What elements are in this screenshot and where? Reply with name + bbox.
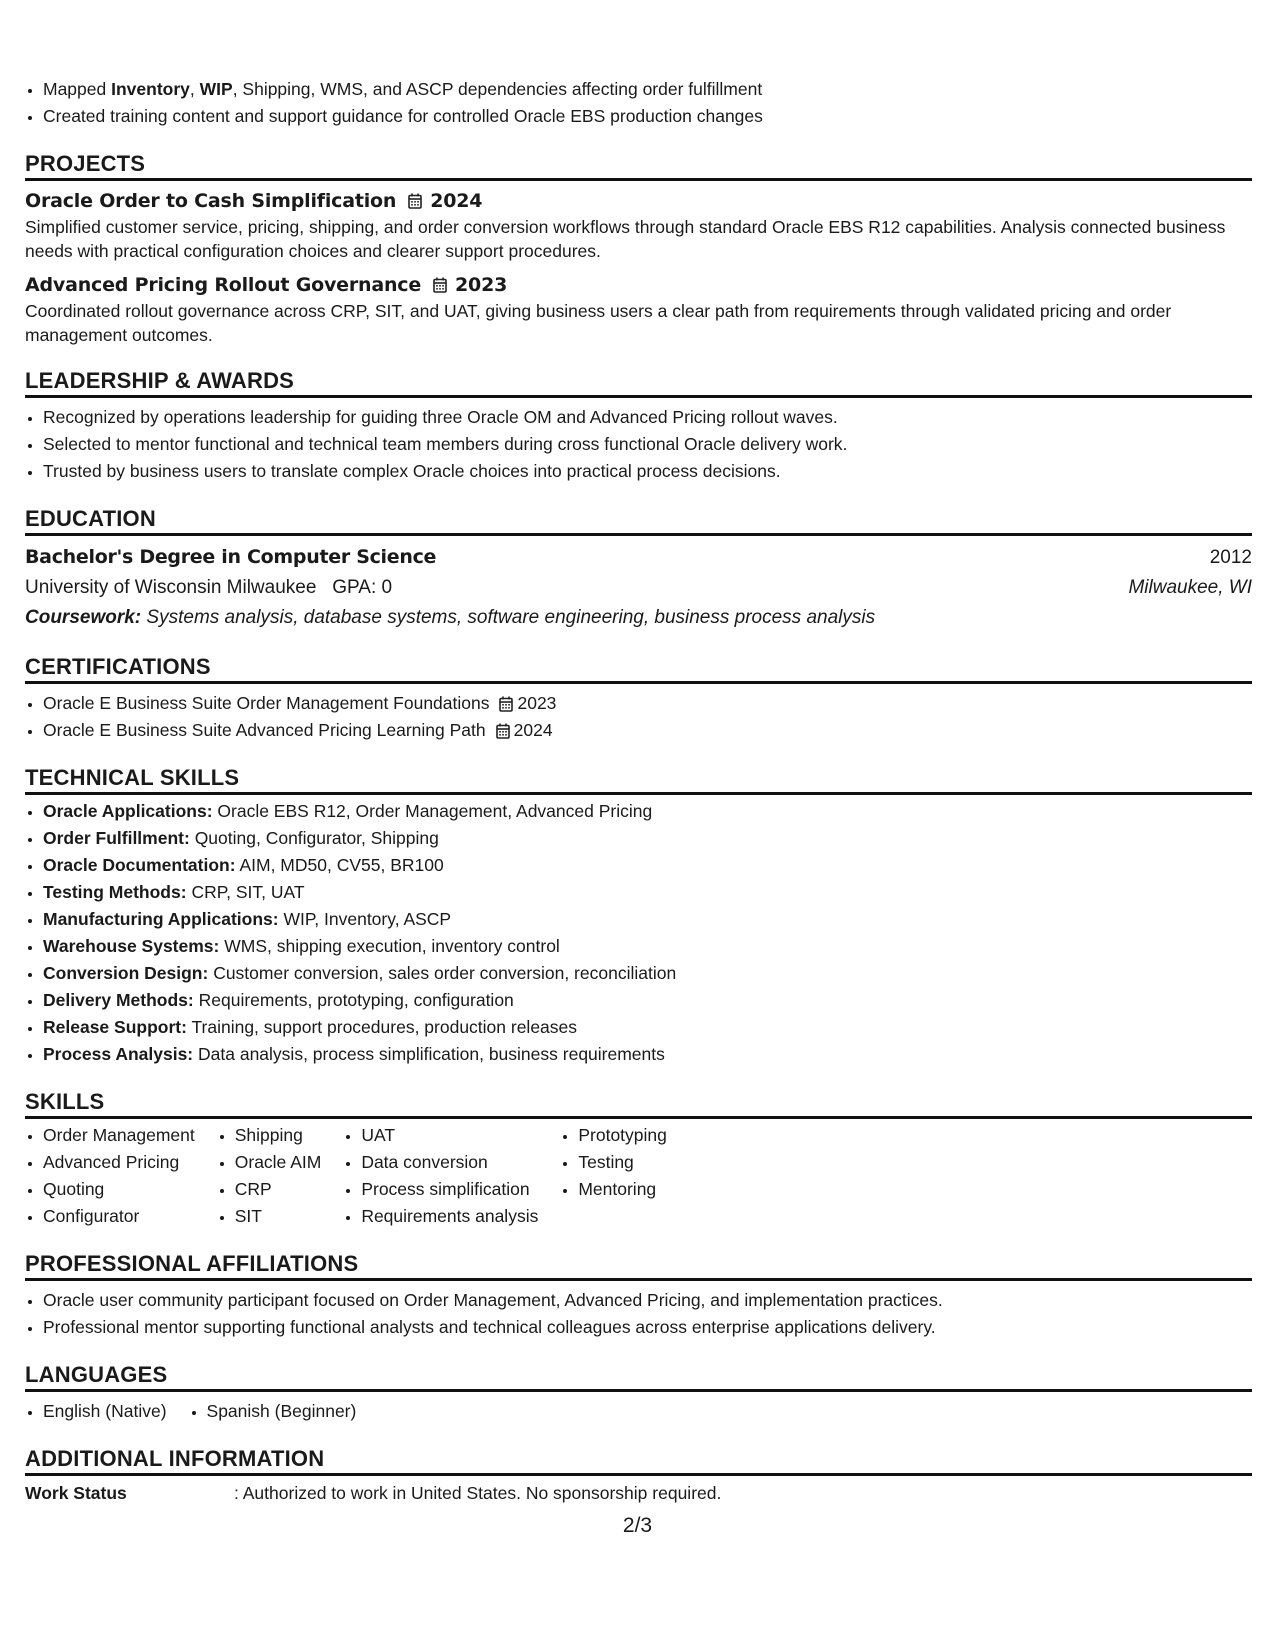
- resume-page: [25, 76, 1252, 1507]
- leadership-item: • Selected to mentor functional and technical team members during cross functional Oracle delivery work.: [43, 431, 1252, 458]
- technical-skill-label: Process Analysis:: [43, 1044, 194, 1064]
- technical-skill-label: Delivery Methods:: [43, 990, 194, 1010]
- technical-skill-value: Training, support procedures, production releases: [191, 1017, 578, 1037]
- certification-year: 2023: [517, 693, 557, 713]
- education-school: University of Wisconsin Milwaukee: [25, 577, 317, 598]
- additional-heading: ADDITIONAL INFORMATION: [25, 1435, 1252, 1476]
- certification-date: [496, 720, 553, 740]
- technical-skill-item: [43, 933, 1252, 960]
- technical-skill-label: Testing Methods:: [43, 882, 187, 902]
- additional-section: [25, 1435, 1252, 1507]
- skill-item: • Quoting: [43, 1176, 195, 1203]
- technical-skill-item: [43, 852, 1252, 879]
- skill-item: • Testing: [578, 1149, 667, 1176]
- experience-bullet: [43, 103, 1252, 130]
- affiliations-list: [25, 1287, 1252, 1341]
- technical-skill-value: Data analysis, process simplification, business requirements: [198, 1044, 665, 1064]
- project-year: 2024: [430, 190, 483, 212]
- affiliation-item: • Oracle user community participant focused on Order Management, Advanced Pricing, and implementation practices.: [43, 1287, 1252, 1314]
- coursework-text: Systems analysis, database systems, software engineering, business process analysis: [146, 607, 876, 628]
- technical-skills-heading: TECHNICAL SKILLS: [25, 754, 1252, 795]
- affiliations-heading: PROFESSIONAL AFFILIATIONS: [25, 1240, 1252, 1281]
- project-name: Oracle Order to Cash Simplification: [25, 190, 397, 212]
- skill-item: • Process simplification: [361, 1176, 538, 1203]
- skills-grid: [25, 1122, 1252, 1230]
- bullet-text: Inventory: [111, 79, 190, 99]
- certification-item: [43, 717, 1252, 744]
- leadership-item: • Trusted by business users to translate complex Oracle choices into practical process decisions.: [43, 458, 1252, 485]
- projects-list: [25, 181, 1252, 347]
- certification-name: Oracle E Business Suite Order Management Foundations: [43, 693, 490, 713]
- technical-skill-value: Requirements, prototyping, configuration: [198, 990, 514, 1010]
- technical-skill-label: Oracle Documentation:: [43, 855, 236, 875]
- project-heading: [25, 187, 1252, 215]
- work-status-value: : Authorized to work in United States. No sponsorship required.: [234, 1483, 722, 1503]
- skills-column: [343, 1122, 538, 1230]
- education-degree: Bachelor's Degree in Computer Science: [25, 546, 437, 568]
- language-item: • Spanish (Beginner): [207, 1398, 357, 1425]
- technical-skill-label: Manufacturing Applications:: [43, 909, 279, 929]
- calendar-icon: [433, 277, 447, 293]
- technical-skill-item: [43, 1041, 1252, 1068]
- education-coursework: [25, 603, 1252, 633]
- technical-skill-label: Release Support:: [43, 1017, 187, 1037]
- technical-skill-item: [43, 906, 1252, 933]
- project-description: Coordinated rollout governance across CRP, SIT, and UAT, giving business users a clear path from requirements through validated pricing and order management outcomes.: [25, 301, 1172, 345]
- languages-heading: LANGUAGES: [25, 1351, 1252, 1392]
- technical-skill-value: WIP, Inventory, ASCP: [283, 909, 452, 929]
- technical-skills-section: [25, 754, 1252, 1068]
- bullet-text: , Shipping, WMS, and ASCP dependencies affecting order fulfillment: [232, 79, 763, 99]
- skill-item: • Mentoring: [578, 1176, 667, 1203]
- technical-skill-item: [43, 1014, 1252, 1041]
- affiliations-section: [25, 1240, 1252, 1341]
- coursework-label: Coursework:: [25, 607, 142, 628]
- project-description: Simplified customer service, pricing, shipping, and order conversion workflows through standard Oracle EBS R12 capabilities. Analysis connected business needs with practical configuration choices and clearer support procedures.: [25, 217, 1226, 261]
- technical-skill-value: WMS, shipping execution, inventory control: [224, 936, 560, 956]
- skills-column: [217, 1122, 322, 1230]
- skill-item: • Data conversion: [361, 1149, 538, 1176]
- skill-item: • SIT: [235, 1203, 322, 1230]
- calendar-icon: [408, 193, 422, 209]
- affiliation-item: • Professional mentor supporting functional analysts and technical colleagues across enterprise applications delivery.: [43, 1314, 1252, 1341]
- skill-item: • Requirements analysis: [361, 1203, 538, 1230]
- bullet-text: Created training content and support guidance for controlled Oracle EBS production changes: [43, 106, 763, 126]
- technical-skill-value: Oracle EBS R12, Order Management, Advanced Pricing: [217, 801, 653, 821]
- skills-column: [560, 1122, 667, 1230]
- language-item: • English (Native): [43, 1398, 167, 1425]
- languages-section: [25, 1351, 1252, 1425]
- education-school-line: [25, 573, 392, 603]
- work-status-label: Work Status: [25, 1483, 127, 1503]
- certification-date: [499, 693, 556, 713]
- education-section: [25, 495, 1252, 633]
- technical-skill-item: [43, 825, 1252, 852]
- project-heading: [25, 271, 1252, 299]
- skills-column: [25, 1122, 195, 1230]
- project-year: 2023: [455, 274, 508, 296]
- skill-item: • Shipping: [235, 1122, 322, 1149]
- technical-skill-label: Conversion Design:: [43, 963, 209, 983]
- leadership-list: [25, 404, 1252, 485]
- education-year: 2012: [1209, 547, 1252, 568]
- skill-item: • Order Management: [43, 1122, 195, 1149]
- page-number: 2/3: [622, 1514, 653, 1537]
- bullet-text: WIP: [199, 79, 233, 99]
- calendar-icon: [499, 696, 513, 712]
- skill-item: • Prototyping: [578, 1122, 667, 1149]
- technical-skill-value: CRP, SIT, UAT: [191, 882, 305, 902]
- certification-item: [43, 690, 1252, 717]
- bullet-text: ,: [189, 79, 200, 99]
- technical-skill-item: [43, 879, 1252, 906]
- technical-skill-value: Quoting, Configurator, Shipping: [194, 828, 439, 848]
- certification-year: 2024: [513, 720, 553, 740]
- skill-item: • CRP: [235, 1176, 322, 1203]
- technical-skill-label: Warehouse Systems:: [43, 936, 220, 956]
- leadership-heading: LEADERSHIP & AWARDS: [25, 357, 1252, 398]
- skills-section: [25, 1078, 1252, 1230]
- work-status-row: [25, 1480, 1252, 1507]
- technical-skill-label: Oracle Applications:: [43, 801, 213, 821]
- certifications-section: [25, 643, 1252, 744]
- technical-skill-item: [43, 960, 1252, 987]
- skills-heading: SKILLS: [25, 1078, 1252, 1119]
- skill-item: • Configurator: [43, 1203, 195, 1230]
- certifications-heading: CERTIFICATIONS: [25, 643, 1252, 684]
- technical-skill-label: Order Fulfillment:: [43, 828, 190, 848]
- bullet-text: Mapped: [43, 79, 112, 99]
- project-name: Advanced Pricing Rollout Governance: [25, 274, 422, 296]
- technical-skills-list: [25, 798, 1252, 1068]
- certification-name: Oracle E Business Suite Advanced Pricing Learning Path: [43, 720, 486, 740]
- leadership-section: [25, 357, 1252, 485]
- calendar-icon: [496, 723, 510, 739]
- education-location: Milwaukee, WI: [1128, 577, 1252, 598]
- certifications-list: [25, 690, 1252, 744]
- projects-heading: PROJECTS: [25, 140, 1252, 181]
- technical-skill-item: [43, 798, 1252, 825]
- technical-skill-value: Customer conversion, sales order conversion, reconciliation: [213, 963, 677, 983]
- skill-item: • Advanced Pricing: [43, 1149, 195, 1176]
- skill-item: • UAT: [361, 1122, 538, 1149]
- technical-skill-value: AIM, MD50, CV55, BR100: [239, 855, 444, 875]
- leadership-item: • Recognized by operations leadership for guiding three Oracle OM and Advanced Pricing rollout waves.: [43, 404, 1252, 431]
- technical-skill-item: [43, 987, 1252, 1014]
- languages-list: [25, 1398, 1252, 1425]
- education-heading: EDUCATION: [25, 495, 1252, 536]
- education-gpa: GPA: 0: [332, 577, 393, 598]
- projects-section: [25, 140, 1252, 347]
- skill-item: • Oracle AIM: [235, 1149, 322, 1176]
- experience-bullets: [25, 76, 1252, 130]
- experience-bullet: [43, 76, 1252, 103]
